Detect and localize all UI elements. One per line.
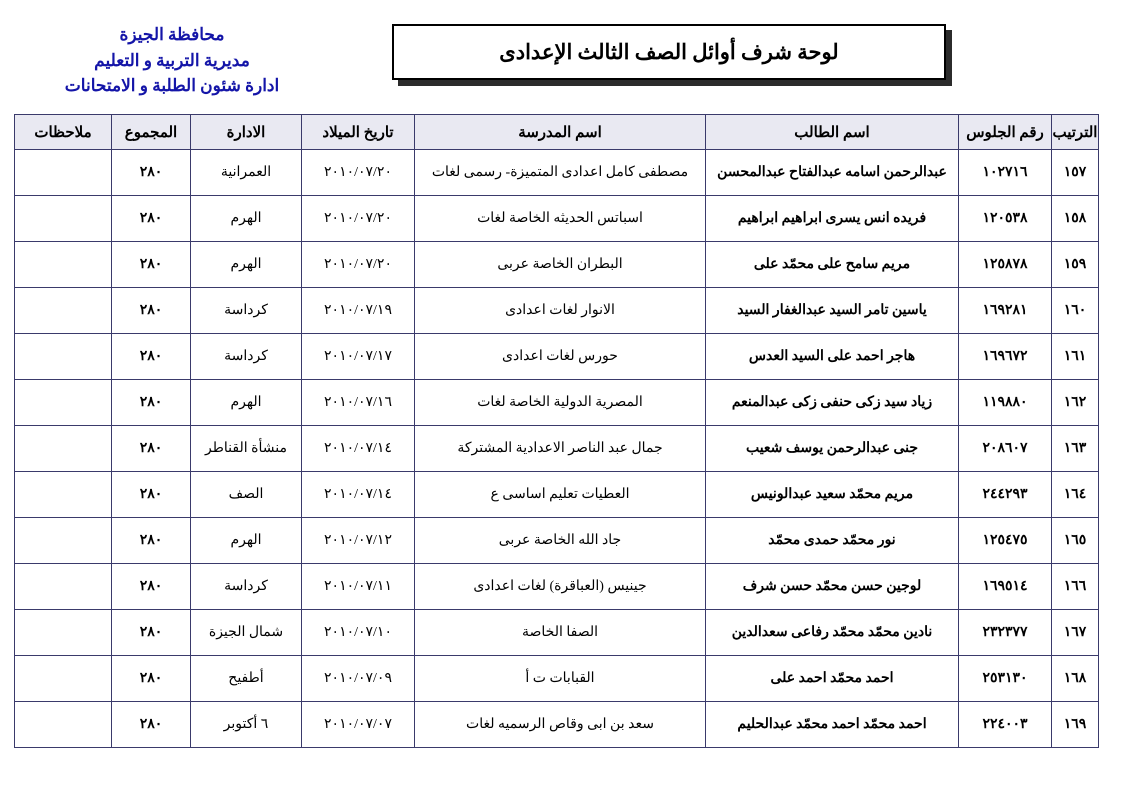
cell-birthdate: ٢٠١٠/٠٧/١٢ xyxy=(302,518,415,564)
honor-table-container xyxy=(23,114,1099,748)
cell-rank: ١٥٧ xyxy=(1052,150,1099,196)
cell-school-name: الانوار لغات اعدادى xyxy=(415,288,706,334)
cell-notes xyxy=(15,656,112,702)
cell-school-name: حورس لغات اعدادى xyxy=(415,334,706,380)
cell-total: ٢٨٠ xyxy=(112,518,191,564)
column-header-seat: رقم الجلوس xyxy=(959,115,1052,150)
honor-table xyxy=(14,114,1099,748)
cell-rank: ١٥٨ xyxy=(1052,196,1099,242)
cell-administration: منشأة القناطر xyxy=(191,426,302,472)
cell-rank: ١٦٧ xyxy=(1052,610,1099,656)
cell-school-name: جاد الله الخاصة عربى xyxy=(415,518,706,564)
cell-school-name: مصطفى كامل اعدادى المتميزة- رسمى لغات xyxy=(415,150,706,196)
table-row xyxy=(15,518,1099,564)
table-row xyxy=(15,150,1099,196)
table-row xyxy=(15,288,1099,334)
column-header-school: اسم المدرسة xyxy=(415,115,706,150)
cell-notes xyxy=(15,702,112,748)
cell-school-name: العطيات تعليم اساسى ع xyxy=(415,472,706,518)
cell-rank: ١٦٤ xyxy=(1052,472,1099,518)
column-header-birthdate: تاريخ الميلاد xyxy=(302,115,415,150)
department-heading xyxy=(22,22,322,99)
cell-seat-number: ٢٢٤٠٠٣ xyxy=(959,702,1052,748)
administration-line: ادارة شئون الطلبة و الامتحانات xyxy=(64,76,280,95)
cell-seat-number: ٢٤٤٢٩٣ xyxy=(959,472,1052,518)
cell-total: ٢٨٠ xyxy=(112,472,191,518)
cell-notes xyxy=(15,242,112,288)
table-row xyxy=(15,334,1099,380)
cell-school-name: المصرية الدولية الخاصة لغات xyxy=(415,380,706,426)
cell-rank: ١٦٩ xyxy=(1052,702,1099,748)
cell-school-name: جمال عبد الناصر الاعدادية المشتركة xyxy=(415,426,706,472)
cell-notes xyxy=(15,288,112,334)
cell-administration: كرداسة xyxy=(191,564,302,610)
table-row xyxy=(15,242,1099,288)
cell-notes xyxy=(15,196,112,242)
cell-school-name: سعد بن ابى وقاص الرسميه لغات xyxy=(415,702,706,748)
cell-school-name: البطران الخاصة عربى xyxy=(415,242,706,288)
cell-student-name: مريم سامح على محمّد على xyxy=(706,242,959,288)
cell-birthdate: ٢٠١٠/٠٧/٠٧ xyxy=(302,702,415,748)
cell-total: ٢٨٠ xyxy=(112,242,191,288)
cell-school-name: القبابات ت أ xyxy=(415,656,706,702)
cell-student-name: زياد سيد زكى حنفى زكى عبدالمنعم xyxy=(706,380,959,426)
cell-rank: ١٦٦ xyxy=(1052,564,1099,610)
cell-birthdate: ٢٠١٠/٠٧/٢٠ xyxy=(302,242,415,288)
cell-administration: العمرانية xyxy=(191,150,302,196)
cell-school-name: اسباتس الحديثه الخاصة لغات xyxy=(415,196,706,242)
column-header-total: المجموع xyxy=(112,115,191,150)
directorate-line: مديرية التربية و التعليم xyxy=(94,50,250,70)
honor-board-title-box xyxy=(392,24,946,80)
cell-total: ٢٨٠ xyxy=(112,702,191,748)
table-header xyxy=(15,115,1099,150)
cell-administration: كرداسة xyxy=(191,288,302,334)
table-row xyxy=(15,196,1099,242)
cell-administration: الهرم xyxy=(191,242,302,288)
table-row xyxy=(15,426,1099,472)
cell-school-name: الصفا الخاصة xyxy=(415,610,706,656)
governorate-line: محافظة الجيزة xyxy=(119,25,225,44)
cell-student-name: جنى عبدالرحمن يوسف شعيب xyxy=(706,426,959,472)
cell-seat-number: ١٢٠٥٣٨ xyxy=(959,196,1052,242)
cell-seat-number: ١٠٢٧١٦ xyxy=(959,150,1052,196)
cell-administration: أطفيح xyxy=(191,656,302,702)
cell-student-name: فريده انس يسرى ابراهيم ابراهيم xyxy=(706,196,959,242)
cell-total: ٢٨٠ xyxy=(112,656,191,702)
cell-administration: كرداسة xyxy=(191,334,302,380)
table-row xyxy=(15,564,1099,610)
cell-total: ٢٨٠ xyxy=(112,380,191,426)
cell-birthdate: ٢٠١٠/٠٧/٢٠ xyxy=(302,196,415,242)
cell-total: ٢٨٠ xyxy=(112,196,191,242)
cell-rank: ١٦٨ xyxy=(1052,656,1099,702)
column-header-notes: ملاحظات xyxy=(15,115,112,150)
cell-birthdate: ٢٠١٠/٠٧/١٤ xyxy=(302,472,415,518)
cell-administration: الهرم xyxy=(191,380,302,426)
cell-rank: ١٦٠ xyxy=(1052,288,1099,334)
cell-birthdate: ٢٠١٠/٠٧/١٧ xyxy=(302,334,415,380)
table-row xyxy=(15,610,1099,656)
cell-administration: شمال الجيزة xyxy=(191,610,302,656)
cell-total: ٢٨٠ xyxy=(112,564,191,610)
cell-birthdate: ٢٠١٠/٠٧/١١ xyxy=(302,564,415,610)
cell-student-name: ياسين تامر السيد عبدالغفار السيد xyxy=(706,288,959,334)
cell-total: ٢٨٠ xyxy=(112,334,191,380)
cell-seat-number: ١١٩٨٨٠ xyxy=(959,380,1052,426)
cell-notes xyxy=(15,380,112,426)
cell-birthdate: ٢٠١٠/٠٧/١٦ xyxy=(302,380,415,426)
cell-student-name: عبدالرحمن اسامه عبدالفتاح عبدالمحسن xyxy=(706,150,959,196)
cell-school-name: جينيس (العباقرة) لغات اعدادى xyxy=(415,564,706,610)
cell-rank: ١٥٩ xyxy=(1052,242,1099,288)
cell-notes xyxy=(15,564,112,610)
cell-seat-number: ٢٣٢٣٧٧ xyxy=(959,610,1052,656)
cell-administration: الهرم xyxy=(191,518,302,564)
cell-seat-number: ١٢٥٨٧٨ xyxy=(959,242,1052,288)
cell-administration: ٦ أكتوبر xyxy=(191,702,302,748)
cell-birthdate: ٢٠١٠/٠٧/١٠ xyxy=(302,610,415,656)
cell-student-name: احمد محمّد احمد على xyxy=(706,656,959,702)
cell-notes xyxy=(15,426,112,472)
cell-student-name: هاجر احمد على السيد العدس xyxy=(706,334,959,380)
document-header xyxy=(0,14,1122,100)
cell-birthdate: ٢٠١٠/٠٧/١٩ xyxy=(302,288,415,334)
page-title: لوحة شرف أوائل الصف الثالث الإعدادى xyxy=(499,39,839,64)
cell-birthdate: ٢٠١٠/٠٧/٢٠ xyxy=(302,150,415,196)
cell-total: ٢٨٠ xyxy=(112,610,191,656)
cell-seat-number: ٢٠٨٦٠٧ xyxy=(959,426,1052,472)
cell-rank: ١٦٣ xyxy=(1052,426,1099,472)
table-row xyxy=(15,472,1099,518)
cell-rank: ١٦٢ xyxy=(1052,380,1099,426)
column-header-name: اسم الطالب xyxy=(706,115,959,150)
cell-notes xyxy=(15,334,112,380)
cell-total: ٢٨٠ xyxy=(112,288,191,334)
column-header-rank: الترتيب xyxy=(1052,115,1099,150)
cell-student-name: نادين محمّد محمّد رفاعى سعدالدين xyxy=(706,610,959,656)
cell-notes xyxy=(15,150,112,196)
cell-birthdate: ٢٠١٠/٠٧/٠٩ xyxy=(302,656,415,702)
cell-notes xyxy=(15,518,112,564)
cell-seat-number: ١٦٩٢٨١ xyxy=(959,288,1052,334)
table-row xyxy=(15,656,1099,702)
cell-rank: ١٦١ xyxy=(1052,334,1099,380)
column-header-administration: الادارة xyxy=(191,115,302,150)
cell-seat-number: ١٦٩٦٧٢ xyxy=(959,334,1052,380)
cell-administration: الصف xyxy=(191,472,302,518)
cell-seat-number: ٢٥٣١٣٠ xyxy=(959,656,1052,702)
cell-administration: الهرم xyxy=(191,196,302,242)
cell-student-name: مريم محمّد سعيد عبدالونيس xyxy=(706,472,959,518)
cell-student-name: احمد محمّد احمد محمّد عبدالحليم xyxy=(706,702,959,748)
table-row xyxy=(15,380,1099,426)
cell-seat-number: ١٢٥٤٧٥ xyxy=(959,518,1052,564)
cell-notes xyxy=(15,472,112,518)
table-row xyxy=(15,702,1099,748)
cell-birthdate: ٢٠١٠/٠٧/١٤ xyxy=(302,426,415,472)
cell-student-name: لوجين حسن محمّد حسن شرف xyxy=(706,564,959,610)
cell-total: ٢٨٠ xyxy=(112,426,191,472)
cell-student-name: نور محمّد حمدى محمّد xyxy=(706,518,959,564)
cell-notes xyxy=(15,610,112,656)
table-header-row xyxy=(15,115,1099,150)
cell-total: ٢٨٠ xyxy=(112,150,191,196)
table-body xyxy=(15,150,1099,748)
cell-seat-number: ١٦٩٥١٤ xyxy=(959,564,1052,610)
cell-rank: ١٦٥ xyxy=(1052,518,1099,564)
